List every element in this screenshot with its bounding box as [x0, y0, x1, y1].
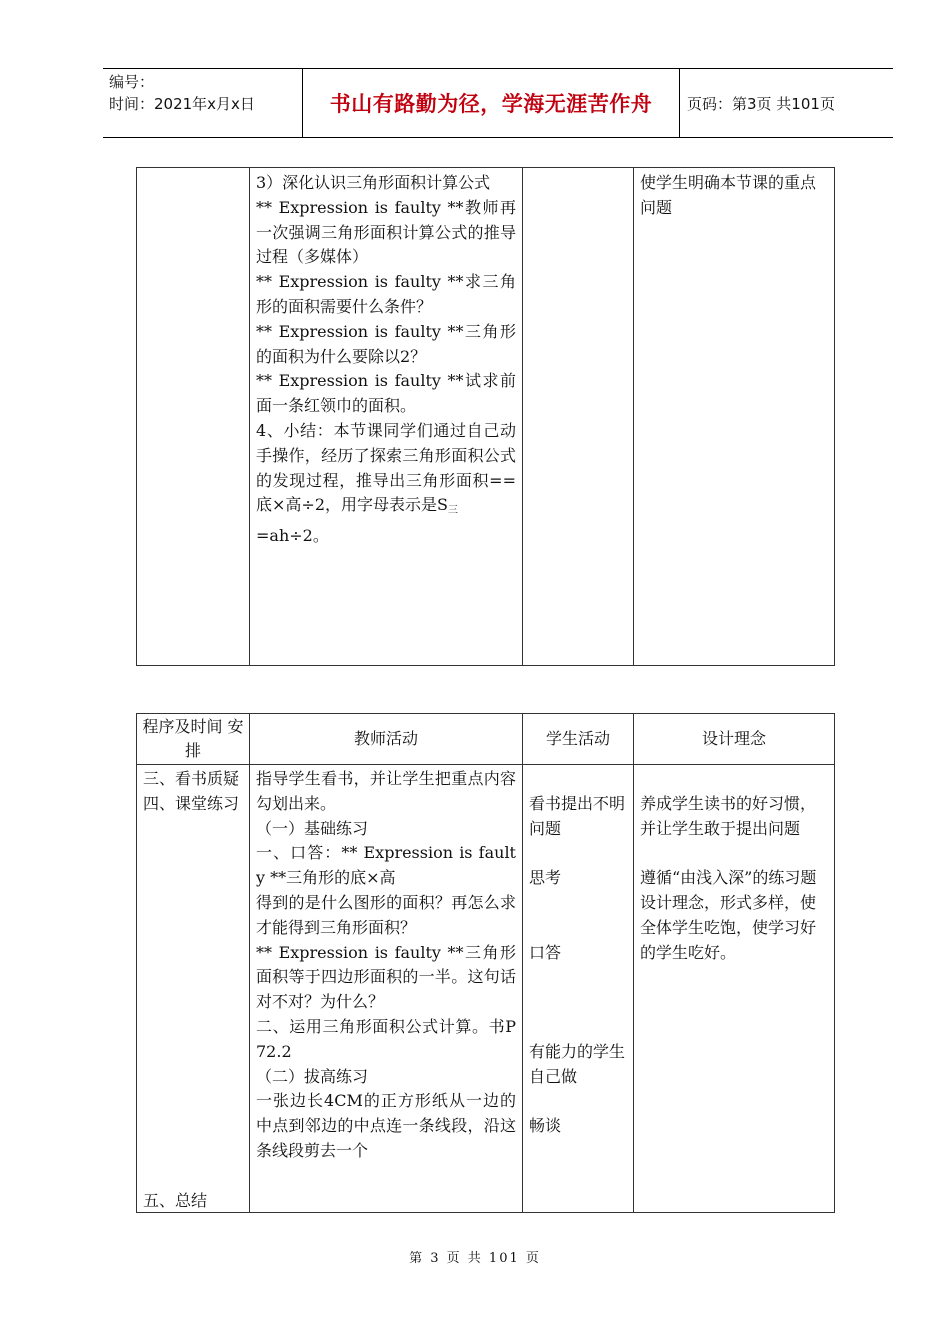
student-activity-cell	[523, 765, 634, 1213]
design-text: 使学生明确本节课的重点问题	[640, 173, 817, 217]
summary-text: 4、小结：本节课同学们通过自己动手操作，经历了探索三角形面积公式的发现过程，推导出三角形面积==底×高÷2，用字母表示是S	[256, 420, 516, 515]
design-cell	[634, 168, 835, 666]
teacher-line: （一）基础练习	[256, 818, 369, 838]
procedure-item: 三、看书质疑	[143, 769, 240, 788]
teacher-line: ** Expression is faulty **三角形面积等于四边形面积的一半。这句话对不对？为什么？	[256, 942, 516, 1012]
header-meta	[103, 69, 303, 137]
teacher-line: ** Expression is faulty **教师再一次强调三角形面积计算公式的推导过程（多媒体）	[256, 197, 516, 267]
teacher-line: 一张边长4CM的正方形纸从一边的中点到邻边的中点连一条线段，沿这条线段剪去一个	[256, 1091, 516, 1160]
motto: 书山有路勤为径，学海无涯苦作舟	[303, 69, 680, 137]
teacher-line: ** Expression is faulty **求三角形的面积需要什么条件？	[256, 272, 516, 316]
student-item: 看书提出不明问题	[529, 793, 626, 838]
subscript-text: 三	[447, 505, 458, 517]
student-item: 有能力的学生自己做	[529, 1041, 626, 1086]
lesson-table-continued	[136, 167, 835, 666]
teacher-line: 一、口答：** Expression is faulty **三角形的底×高	[256, 843, 516, 888]
teacher-line: ** Expression is faulty **三角形的面积为什么要除以2？	[256, 321, 516, 366]
time-label: 时间：2021年x月x日	[109, 95, 255, 113]
student-item: 思考	[529, 868, 562, 888]
number-label: 编号：	[109, 73, 155, 91]
header-design: 设计理念	[634, 714, 835, 765]
teacher-activity-cell	[250, 765, 523, 1213]
student-item: 口答	[529, 942, 562, 962]
design-cell	[634, 765, 835, 1213]
student-activity-cell	[523, 168, 634, 666]
header-teacher: 教师活动	[250, 714, 523, 765]
procedure-item: 五、总结	[143, 1191, 208, 1210]
procedure-item: 四、课堂练习	[143, 793, 240, 813]
teacher-line: 指导学生看书，并让学生把重点内容勾划出来。	[256, 769, 516, 813]
design-item: 遵循“由浅入深”的练习题设计理念，形式多样，使全体学生吃饱，使学习好的学生吃好。	[640, 868, 817, 962]
teacher-line	[256, 419, 516, 524]
header-student: 学生活动	[523, 714, 634, 765]
design-item: 养成学生读书的好习惯，并让学生敢于提出问题	[640, 793, 817, 838]
page-header	[103, 68, 893, 138]
page-label: 页码：第3页 共101页	[687, 94, 835, 113]
student-item: 畅谈	[529, 1116, 562, 1136]
teacher-line: 得到的是什么图形的面积？再怎么求才能得到三角形面积？	[256, 892, 516, 937]
teacher-line: 二、运用三角形面积公式计算。书P72.2	[256, 1016, 516, 1061]
lesson-table	[136, 713, 835, 1213]
teacher-activity-cell	[250, 168, 523, 666]
teacher-line: =ah÷2。	[256, 526, 329, 546]
page-footer: 第 3 页 共 101 页	[409, 1251, 541, 1266]
teacher-line: （二）拔高练习	[256, 1066, 369, 1086]
header-procedure: 程序及时间 安 排	[137, 714, 250, 765]
procedure-cell	[137, 168, 250, 666]
teacher-line: 3）深化认识三角形面积计算公式	[256, 173, 491, 192]
teacher-line: ** Expression is faulty **试求前面一条红领巾的面积。	[256, 371, 516, 416]
procedure-cell	[137, 765, 250, 1213]
